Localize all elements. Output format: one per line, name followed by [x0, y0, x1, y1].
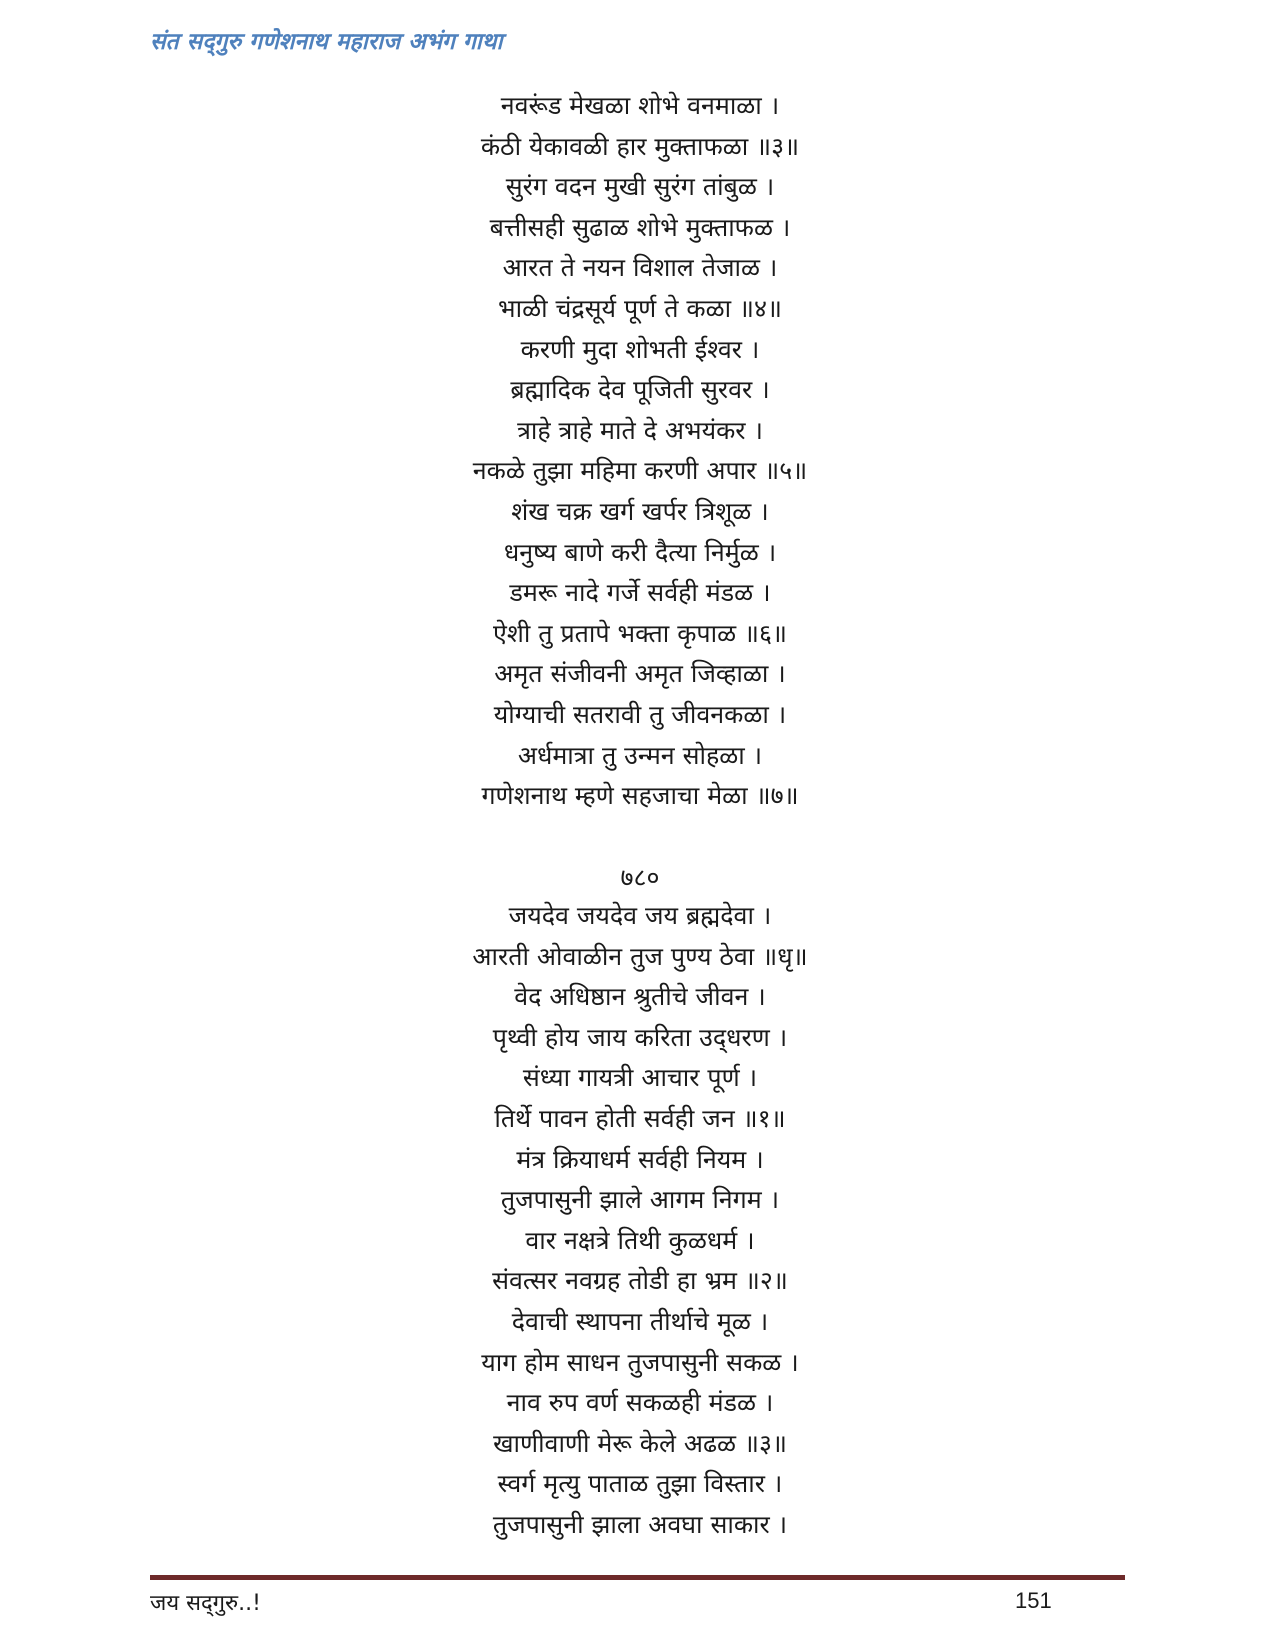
verse-line: याग होम साधन तुजपासुनी सकळ । — [481, 1347, 799, 1377]
verse-block-abhang-780 — [250, 896, 1030, 1546]
verse-line: शंख चक्र खर्ग खर्पर त्रिशूळ । — [511, 496, 769, 526]
verse-line: खाणीवाणी मेरू केले अढळ ॥३॥ — [493, 1428, 787, 1458]
verse-line: वेद अधिष्ठान श्रुतीचे जीवन । — [514, 982, 766, 1012]
verse-line: संध्या गायत्री आचार पूर्ण । — [522, 1063, 758, 1093]
verse-line: ब्रह्मादिक देव पूजिती सुरवर । — [510, 375, 770, 405]
verse-line: नाव रुप वर्ण सकळही मंडळ । — [506, 1388, 774, 1418]
page-number: 151 — [1015, 1588, 1052, 1613]
verse-line: आरती ओवाळीन तुज पुण्य ठेवा ॥धृ॥ — [472, 941, 808, 971]
verse-line: नकळे तुझा महिमा करणी अपार ॥५॥ — [472, 456, 808, 486]
running-header-title: संत सद्‌गुरु गणेशनाथ महाराज अभंग गाथा — [150, 29, 503, 55]
verse-block-continuation — [250, 86, 1030, 817]
verse-line: करणी मुदा शोभती ईश्वर । — [520, 334, 760, 364]
verse-line: देवाची स्थापना तीर्थाचे मूळ । — [511, 1306, 769, 1336]
verse-line: वार नक्षत्रे तिथी कुळधर्म । — [525, 1225, 755, 1255]
verse-line: डमरू नादे गर्जे सर्वही मंडळ । — [509, 578, 771, 608]
verse-line: तिर्थे पावन होती सर्वही जन ॥१॥ — [494, 1103, 786, 1133]
verse-line: कंठी येकावळी हार मुक्ताफळा ॥३॥ — [480, 131, 800, 161]
verse-line: स्वर्ग मृत्यु पाताळ तुझा विस्तार । — [497, 1469, 783, 1499]
verse-line: आरत ते नयन विशाल तेजाळ । — [502, 253, 778, 283]
verse-line: मंत्र क्रियाधर्म सर्वही नियम । — [516, 1144, 764, 1174]
footer-divider — [150, 1575, 1125, 1580]
verse-line: तुजपासुनी झाले आगम निगम । — [500, 1185, 780, 1215]
verse-line: नवरूंड मेखळा शोभे वनमाळा । — [500, 91, 780, 120]
verse-line: संवत्सर नवग्रह तोडी हा भ्रम ॥२॥ — [492, 1266, 788, 1296]
verse-line: योग्याची सतरावी तु जीवनकळा । — [493, 699, 787, 729]
abhang-number: ७८० — [620, 863, 660, 892]
verse-line: तुजपासुनी झाला अवघा साकार । — [492, 1509, 788, 1539]
verse-line: अर्धमात्रा तु उन्मन सोहळा । — [517, 740, 763, 770]
verse-line: जयदेव जयदेव जय ब्रह्मदेवा । — [508, 901, 772, 930]
verse-line: अमृत संजीवनी अमृत जिव्हाळा । — [494, 659, 786, 689]
verse-line: ऐशी तु प्रतापे भक्ता कृपाळ ॥६॥ — [493, 618, 787, 648]
verse-line: बत्तीसही सुढाळ शोभे मुक्ताफळ । — [489, 212, 791, 242]
footer-tagline: जय सद्‌गुरु..! — [150, 1591, 261, 1616]
verse-line: सुरंग वदन मुखी सुरंग तांबुळ । — [505, 172, 775, 202]
verse-line: धनुष्य बाणे करी दैत्या निर्मुळ । — [503, 537, 777, 567]
verse-line: भाळी चंद्रसूर्य पूर्ण ते कळा ॥४॥ — [498, 293, 782, 323]
verse-line: त्राहे त्राहे माते दे अभयंकर । — [517, 415, 763, 445]
verse-line: गणेशनाथ म्हणे सहजाचा मेळा ॥७॥ — [481, 781, 799, 811]
verse-line: पृथ्वी होय जाय करिता उद्‌धरण । — [492, 1022, 788, 1052]
